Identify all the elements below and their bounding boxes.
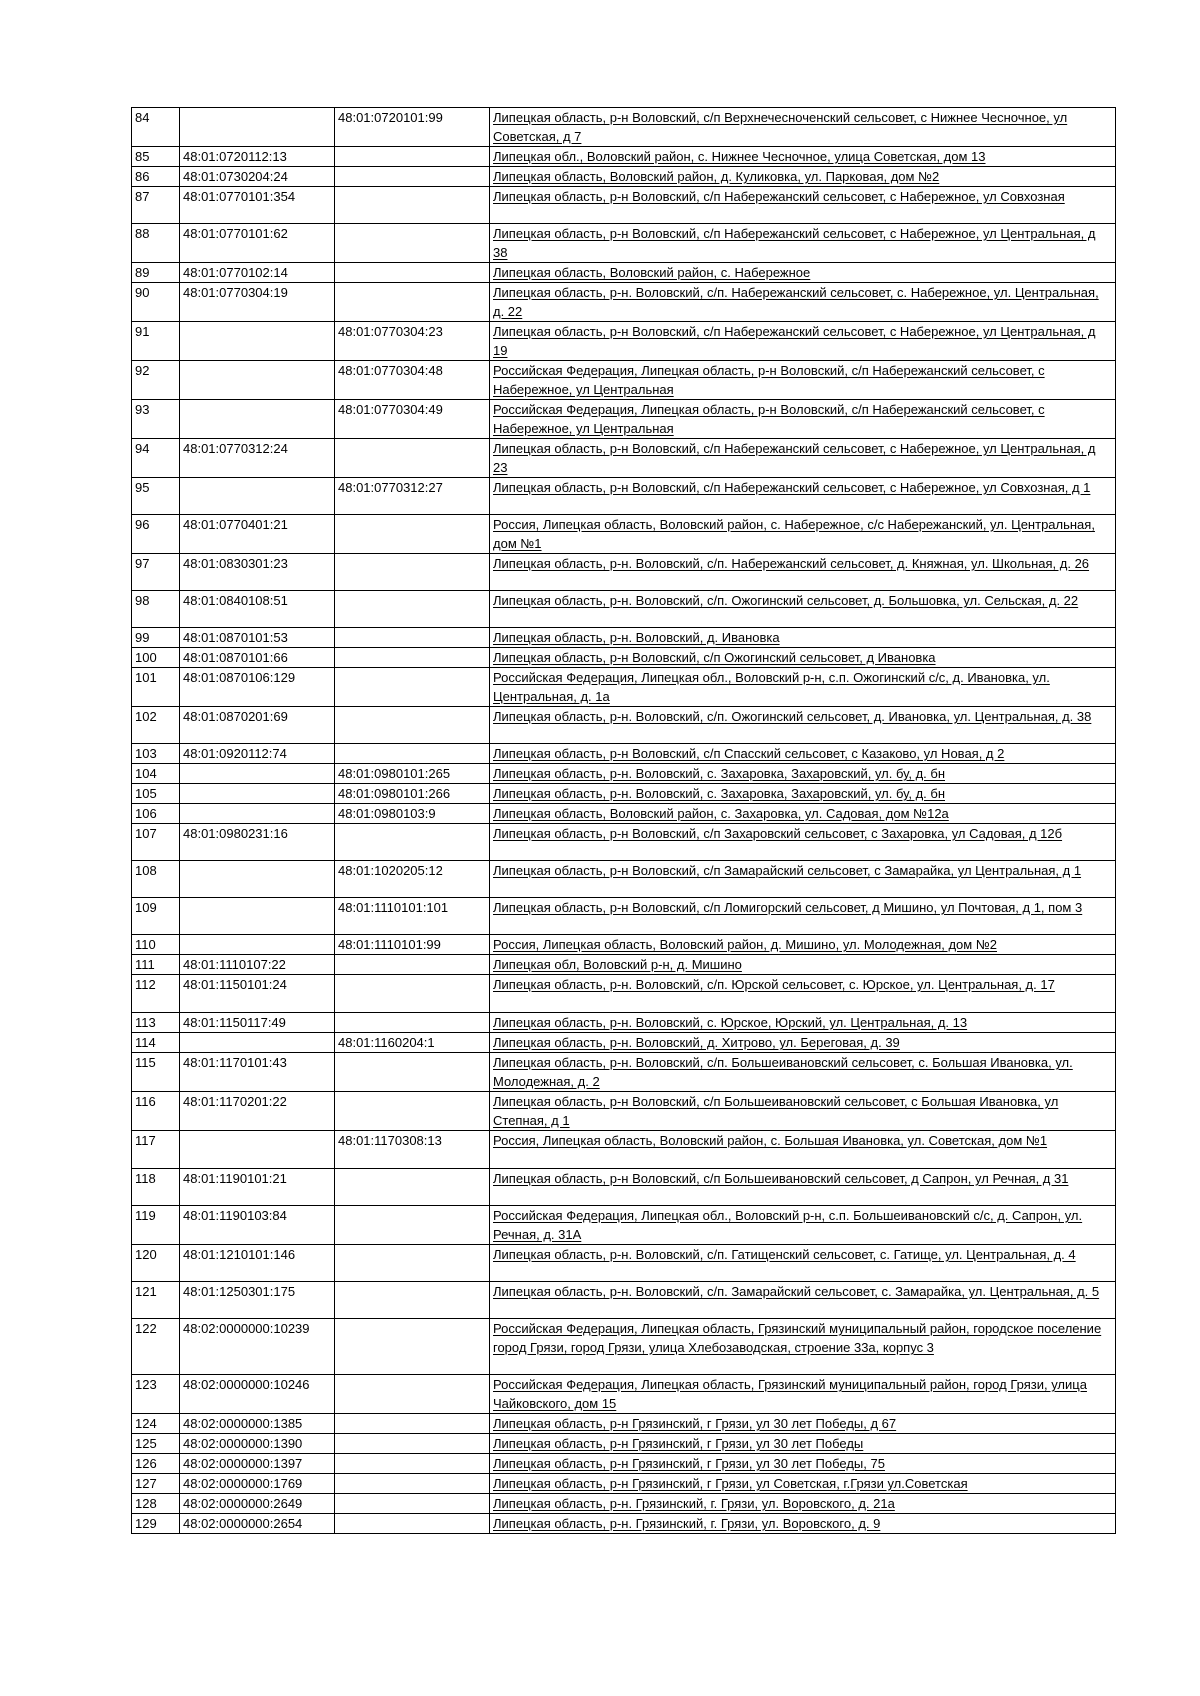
row-number-cell: 128: [132, 1494, 180, 1514]
table-row: [132, 975, 1116, 1013]
cadastral-number-cell: 48:01:0730204:24: [180, 167, 335, 187]
address-cell: Липецкая область, р-н Грязинский, г Грязи, ул 30 лет Победы: [490, 1434, 1116, 1454]
address-cell: Липецкая область, р-н Воловский, с/п Захаровский сельсовет, с Захаровка, ул Садовая, д 12б: [490, 824, 1116, 861]
cadastral-number-cell: 48:02:0000000:10239: [180, 1319, 335, 1375]
row-number-cell: 116: [132, 1092, 180, 1131]
row-number-cell: 108: [132, 861, 180, 898]
row-number-cell: 88: [132, 224, 180, 263]
row-number-cell: 90: [132, 283, 180, 322]
cadastral-number-alt-cell: [335, 187, 490, 224]
cadastral-number-cell: 48:02:0000000:10246: [180, 1375, 335, 1414]
address-cell: Липецкая область, р-н Воловский, с/п Спасский сельсовет, с Казаково, ул Новая, д 2: [490, 744, 1116, 764]
cadastral-number-alt-cell: [335, 439, 490, 478]
table-row: [132, 1474, 1116, 1494]
table-body: [132, 108, 1116, 1534]
cadastral-number-alt-cell: [335, 224, 490, 263]
address-cell: Липецкая область, р-н. Воловский, д. Ивановка: [490, 628, 1116, 648]
address-cell: Липецкая область, р-н Воловский, с/п Набережанский сельсовет, с Набережное, ул Совхозная: [490, 187, 1116, 224]
address-cell: Липецкая область, р-н. Воловский, с. Юрское, Юрский, ул. Центральная, д. 13: [490, 1013, 1116, 1033]
address-cell: Липецкая область, р-н Грязинский, г Грязи, ул 30 лет Победы, 75: [490, 1454, 1116, 1474]
cadastral-number-cell: [180, 1131, 335, 1169]
row-number-cell: 122: [132, 1319, 180, 1375]
cadastral-number-cell: [180, 108, 335, 147]
table-row: [132, 804, 1116, 824]
table-row: [132, 108, 1116, 147]
cadastral-number-alt-cell: [335, 283, 490, 322]
cadastral-number-alt-cell: [335, 744, 490, 764]
table-row: [132, 1414, 1116, 1434]
cadastral-number-alt-cell: [335, 1474, 490, 1494]
cadastral-number-alt-cell: 48:01:1110101:99: [335, 935, 490, 955]
row-number-cell: 112: [132, 975, 180, 1013]
cadastral-number-cell: 48:02:0000000:2654: [180, 1514, 335, 1534]
cadastral-number-alt-cell: [335, 263, 490, 283]
cadastral-number-alt-cell: 48:01:0980103:9: [335, 804, 490, 824]
row-number-cell: 113: [132, 1013, 180, 1033]
cadastral-number-cell: 48:01:0770401:21: [180, 515, 335, 554]
address-cell: Российская Федерация, Липецкая обл., Воловский р-н, с.п. Большеивановский с/с, д. Сапрон, ул. Речная, д. 31А: [490, 1206, 1116, 1245]
address-cell: Липецкая область, р-н Воловский, с/п Замарайский сельсовет, с Замарайка, ул Центральная, д 1: [490, 861, 1116, 898]
cadastral-number-alt-cell: [335, 668, 490, 707]
address-cell: Липецкая область, р-н. Воловский, с. Захаровка, Захаровский, ул. бу, д. бн: [490, 784, 1116, 804]
cadastral-number-alt-cell: [335, 975, 490, 1013]
row-number-cell: 103: [132, 744, 180, 764]
table-row: [132, 1434, 1116, 1454]
cadastral-number-alt-cell: [335, 1245, 490, 1282]
table-row: [132, 591, 1116, 628]
address-cell: Липецкая область, р-н. Воловский, с/п. Гатищенский сельсовет, с. Гатище, ул. Центральная, д. 4: [490, 1245, 1116, 1282]
table-row: [132, 167, 1116, 187]
cadastral-number-cell: 48:01:0870106:129: [180, 668, 335, 707]
cadastral-number-cell: 48:02:0000000:1769: [180, 1474, 335, 1494]
address-cell: Россия, Липецкая область, Воловский район, с. Набережное, с/с Набережанский, ул. Центральная, дом №1: [490, 515, 1116, 554]
cadastral-number-cell: [180, 1033, 335, 1053]
address-cell: Липецкая обл., Воловский район, с. Нижнее Чесночное, улица Советская, дом 13: [490, 147, 1116, 167]
table-row: [132, 628, 1116, 648]
cadastral-number-alt-cell: [335, 1013, 490, 1033]
cadastral-number-alt-cell: [335, 1169, 490, 1206]
table-row: [132, 935, 1116, 955]
row-number-cell: 86: [132, 167, 180, 187]
table-row: [132, 515, 1116, 554]
table-row: [132, 1092, 1116, 1131]
cadastral-number-cell: [180, 784, 335, 804]
table-row: [132, 1514, 1116, 1534]
cadastral-number-cell: 48:02:0000000:1390: [180, 1434, 335, 1454]
cadastral-number-alt-cell: 48:01:1020205:12: [335, 861, 490, 898]
cadastral-number-cell: [180, 861, 335, 898]
cadastral-number-alt-cell: [335, 648, 490, 668]
row-number-cell: 118: [132, 1169, 180, 1206]
cadastral-number-cell: 48:01:1210101:146: [180, 1245, 335, 1282]
cadastral-number-cell: 48:01:0830301:23: [180, 554, 335, 591]
cadastral-number-cell: 48:01:0770312:24: [180, 439, 335, 478]
address-cell: Российская Федерация, Липецкая область, р-н Воловский, с/п Набережанский сельсовет, с Набережное, ул Центральная: [490, 361, 1116, 400]
table-row: [132, 955, 1116, 975]
cadastral-number-cell: 48:01:0770101:62: [180, 224, 335, 263]
table-row: [132, 361, 1116, 400]
cadastral-number-cell: 48:02:0000000:1397: [180, 1454, 335, 1474]
table-row: [132, 784, 1116, 804]
cadastral-number-cell: 48:01:1110107:22: [180, 955, 335, 975]
cadastral-number-cell: [180, 478, 335, 515]
cadastral-number-cell: 48:01:0770102:14: [180, 263, 335, 283]
table-row: [132, 1375, 1116, 1414]
row-number-cell: 110: [132, 935, 180, 955]
address-cell: Россия, Липецкая область, Воловский район, с. Большая Ивановка, ул. Советская, дом №1: [490, 1131, 1116, 1169]
cadastral-number-cell: 48:01:0720112:13: [180, 147, 335, 167]
cadastral-number-cell: 48:01:1170201:22: [180, 1092, 335, 1131]
cadastral-number-alt-cell: [335, 707, 490, 744]
row-number-cell: 95: [132, 478, 180, 515]
address-cell: Липецкая область, р-н. Воловский, с/п. Ожогинский сельсовет, д. Большовка, ул. Сельская, д. 22: [490, 591, 1116, 628]
data-table: [131, 107, 1116, 1534]
cadastral-number-alt-cell: [335, 515, 490, 554]
cadastral-number-cell: [180, 322, 335, 361]
cadastral-number-alt-cell: 48:01:0980101:266: [335, 784, 490, 804]
row-number-cell: 126: [132, 1454, 180, 1474]
table-row: [132, 1053, 1116, 1092]
address-cell: Липецкая область, р-н Воловский, с/п Набережанский сельсовет, с Набережное, ул Центральная, д 19: [490, 322, 1116, 361]
table-row: [132, 1169, 1116, 1206]
row-number-cell: 89: [132, 263, 180, 283]
cadastral-number-alt-cell: 48:01:0770304:49: [335, 400, 490, 439]
cadastral-number-cell: 48:01:0870201:69: [180, 707, 335, 744]
cadastral-number-alt-cell: [335, 1494, 490, 1514]
address-cell: Липецкая область, р-н. Воловский, д. Хитрово, ул. Береговая, д. 39: [490, 1033, 1116, 1053]
cadastral-number-alt-cell: [335, 1319, 490, 1375]
cadastral-number-alt-cell: [335, 955, 490, 975]
cadastral-number-cell: 48:01:0980231:16: [180, 824, 335, 861]
cadastral-number-alt-cell: [335, 1206, 490, 1245]
table-row: [132, 322, 1116, 361]
address-cell: Липецкая область, р-н Воловский, с/п Набережанский сельсовет, с Набережное, ул Центральная, д 38: [490, 224, 1116, 263]
table-row: [132, 898, 1116, 935]
table-row: [132, 668, 1116, 707]
row-number-cell: 111: [132, 955, 180, 975]
address-cell: Липецкая область, р-н Воловский, с/п Набережанский сельсовет, с Набережное, ул Центральная, д 23: [490, 439, 1116, 478]
address-cell: Липецкая область, р-н. Воловский, с/п. Набережанский сельсовет, с. Набережное, ул. Центральная, д. 22: [490, 283, 1116, 322]
cadastral-number-alt-cell: [335, 1414, 490, 1434]
address-cell: Липецкая область, р-н. Грязинский, г. Грязи, ул. Воровского, д. 9: [490, 1514, 1116, 1534]
table-row: [132, 1282, 1116, 1319]
cadastral-number-alt-cell: [335, 1375, 490, 1414]
row-number-cell: 120: [132, 1245, 180, 1282]
cadastral-number-alt-cell: 48:01:1110101:101: [335, 898, 490, 935]
table-row: [132, 861, 1116, 898]
cadastral-number-cell: 48:01:1250301:175: [180, 1282, 335, 1319]
cadastral-number-alt-cell: 48:01:0720101:99: [335, 108, 490, 147]
address-cell: Липецкая область, р-н. Воловский, с/п. Большеивановский сельсовет, с. Большая Ивановка, ул. Молодежная, д. 2: [490, 1053, 1116, 1092]
row-number-cell: 84: [132, 108, 180, 147]
cadastral-number-alt-cell: 48:01:0770312:27: [335, 478, 490, 515]
cadastral-number-cell: 48:02:0000000:1385: [180, 1414, 335, 1434]
row-number-cell: 102: [132, 707, 180, 744]
address-cell: Липецкая область, р-н. Воловский, с/п. Юрской сельсовет, с. Юрское, ул. Центральная, д. 17: [490, 975, 1116, 1013]
table-row: [132, 263, 1116, 283]
table-row: [132, 147, 1116, 167]
row-number-cell: 129: [132, 1514, 180, 1534]
cadastral-number-cell: 48:01:1150117:49: [180, 1013, 335, 1033]
cadastral-number-cell: 48:01:0920112:74: [180, 744, 335, 764]
address-cell: Липецкая область, р-н Грязинский, г Грязи, ул 30 лет Победы, д 67: [490, 1414, 1116, 1434]
cadastral-number-cell: 48:01:0870101:66: [180, 648, 335, 668]
table-row: [132, 1454, 1116, 1474]
cadastral-number-alt-cell: [335, 1092, 490, 1131]
table-row: [132, 1131, 1116, 1169]
cadastral-number-alt-cell: [335, 1434, 490, 1454]
cadastral-number-cell: [180, 764, 335, 784]
row-number-cell: 91: [132, 322, 180, 361]
cadastral-number-cell: 48:01:1170101:43: [180, 1053, 335, 1092]
row-number-cell: 93: [132, 400, 180, 439]
cadastral-number-alt-cell: 48:01:0770304:48: [335, 361, 490, 400]
address-cell: Липецкая область, р-н Воловский, с/п Ломигорский сельсовет, д Мишино, ул Почтовая, д 1, пом 3: [490, 898, 1116, 935]
address-cell: Российская Федерация, Липецкая область, Грязинский муниципальный район, городское поселение город Грязи, город Грязи, улица Хлебозаводская, строение 33а, корпус 3: [490, 1319, 1116, 1375]
address-cell: Липецкая область, р-н. Воловский, с. Захаровка, Захаровский, ул. бу, д. бн: [490, 764, 1116, 784]
row-number-cell: 114: [132, 1033, 180, 1053]
table-row: [132, 554, 1116, 591]
cadastral-number-cell: 48:01:0770304:19: [180, 283, 335, 322]
cadastral-number-alt-cell: [335, 1514, 490, 1534]
row-number-cell: 105: [132, 784, 180, 804]
row-number-cell: 92: [132, 361, 180, 400]
table-row: [132, 400, 1116, 439]
table-row: [132, 824, 1116, 861]
cadastral-number-alt-cell: 48:01:1170308:13: [335, 1131, 490, 1169]
row-number-cell: 109: [132, 898, 180, 935]
row-number-cell: 117: [132, 1131, 180, 1169]
address-cell: Липецкая область, р-н. Воловский, с/п. Ожогинский сельсовет, д. Ивановка, ул. Центральная, д. 38: [490, 707, 1116, 744]
table-row: [132, 1494, 1116, 1514]
row-number-cell: 101: [132, 668, 180, 707]
table-row: [132, 187, 1116, 224]
table-row: [132, 648, 1116, 668]
cadastral-number-cell: 48:01:0770101:354: [180, 187, 335, 224]
row-number-cell: 104: [132, 764, 180, 784]
table-row: [132, 1245, 1116, 1282]
row-number-cell: 85: [132, 147, 180, 167]
cadastral-number-cell: [180, 935, 335, 955]
row-number-cell: 121: [132, 1282, 180, 1319]
table-row: [132, 764, 1116, 784]
address-cell: Липецкая область, р-н Воловский, с/п Набережанский сельсовет, с Набережное, ул Совхозная, д 1: [490, 478, 1116, 515]
row-number-cell: 125: [132, 1434, 180, 1454]
cadastral-number-cell: 48:02:0000000:2649: [180, 1494, 335, 1514]
row-number-cell: 106: [132, 804, 180, 824]
address-cell: Российская Федерация, Липецкая область, Грязинский муниципальный район, город Грязи, улица Чайковского, дом 15: [490, 1375, 1116, 1414]
table-row: [132, 744, 1116, 764]
address-cell: Липецкая обл, Воловский р-н, д. Мишино: [490, 955, 1116, 975]
address-cell: Российская Федерация, Липецкая область, р-н Воловский, с/п Набережанский сельсовет, с Набережное, ул Центральная: [490, 400, 1116, 439]
row-number-cell: 127: [132, 1474, 180, 1494]
cadastral-number-alt-cell: [335, 147, 490, 167]
row-number-cell: 100: [132, 648, 180, 668]
cadastral-number-alt-cell: [335, 628, 490, 648]
cadastral-number-alt-cell: [335, 1454, 490, 1474]
address-cell: Липецкая область, р-н Воловский, с/п Ожогинский сельсовет, д Ивановка: [490, 648, 1116, 668]
cadastral-number-alt-cell: 48:01:0980101:265: [335, 764, 490, 784]
row-number-cell: 119: [132, 1206, 180, 1245]
cadastral-number-cell: 48:01:1190103:84: [180, 1206, 335, 1245]
cadastral-number-alt-cell: [335, 591, 490, 628]
cadastral-number-cell: [180, 400, 335, 439]
address-cell: Липецкая область, Воловский район, с. Захаровка, ул. Садовая, дом №12а: [490, 804, 1116, 824]
cadastral-number-cell: 48:01:0870101:53: [180, 628, 335, 648]
cadastral-number-alt-cell: [335, 824, 490, 861]
address-cell: Липецкая область, р-н. Воловский, с/п. Замарайский сельсовет, с. Замарайка, ул. Центральная, д. 5: [490, 1282, 1116, 1319]
table-row: [132, 224, 1116, 263]
row-number-cell: 87: [132, 187, 180, 224]
cadastral-number-alt-cell: 48:01:1160204:1: [335, 1033, 490, 1053]
cadastral-number-alt-cell: [335, 167, 490, 187]
address-cell: Липецкая область, р-н Воловский, с/п Большеивановский сельсовет, с Большая Ивановка, ул Степная, д 1: [490, 1092, 1116, 1131]
cadastral-number-alt-cell: 48:01:0770304:23: [335, 322, 490, 361]
cadastral-number-cell: 48:01:0840108:51: [180, 591, 335, 628]
table-row: [132, 1206, 1116, 1245]
address-cell: Липецкая область, Воловский район, с. Набережное: [490, 263, 1116, 283]
address-cell: Липецкая область, р-н. Воловский, с/п. Набережанский сельсовет, д. Княжная, ул. Школьная, д. 26: [490, 554, 1116, 591]
table-row: [132, 1319, 1116, 1375]
row-number-cell: 99: [132, 628, 180, 648]
table-row: [132, 707, 1116, 744]
address-cell: Липецкая область, р-н. Грязинский, г. Грязи, ул. Воровского, д. 21а: [490, 1494, 1116, 1514]
row-number-cell: 124: [132, 1414, 180, 1434]
table-row: [132, 478, 1116, 515]
cadastral-number-cell: 48:01:1150101:24: [180, 975, 335, 1013]
address-cell: Россия, Липецкая область, Воловский район, д. Мишино, ул. Молодежная, дом №2: [490, 935, 1116, 955]
row-number-cell: 115: [132, 1053, 180, 1092]
address-cell: Российская Федерация, Липецкая обл., Воловский р-н, с.п. Ожогинский с/с, д. Ивановка, ул. Центральная, д. 1а: [490, 668, 1116, 707]
table-row: [132, 1033, 1116, 1053]
cadastral-number-alt-cell: [335, 1053, 490, 1092]
address-cell: Липецкая область, р-н Грязинский, г Грязи, ул Советская, г.Грязи ул.Советская: [490, 1474, 1116, 1494]
row-number-cell: 96: [132, 515, 180, 554]
cadastral-number-alt-cell: [335, 554, 490, 591]
address-cell: Липецкая область, Воловский район, д. Куликовка, ул. Парковая, дом №2: [490, 167, 1116, 187]
row-number-cell: 107: [132, 824, 180, 861]
table-row: [132, 439, 1116, 478]
row-number-cell: 123: [132, 1375, 180, 1414]
address-cell: Липецкая область, р-н Воловский, с/п Большеивановский сельсовет, д Сапрон, ул Речная, д 31: [490, 1169, 1116, 1206]
row-number-cell: 97: [132, 554, 180, 591]
cadastral-number-alt-cell: [335, 1282, 490, 1319]
row-number-cell: 98: [132, 591, 180, 628]
table-row: [132, 283, 1116, 322]
row-number-cell: 94: [132, 439, 180, 478]
address-cell: Липецкая область, р-н Воловский, с/п Верхнечесноченский сельсовет, с Нижнее Чесночное, ул Советская, д 7: [490, 108, 1116, 147]
table-row: [132, 1013, 1116, 1033]
cadastral-number-cell: [180, 361, 335, 400]
cadastral-number-cell: [180, 804, 335, 824]
cadastral-number-cell: [180, 898, 335, 935]
cadastral-number-cell: 48:01:1190101:21: [180, 1169, 335, 1206]
